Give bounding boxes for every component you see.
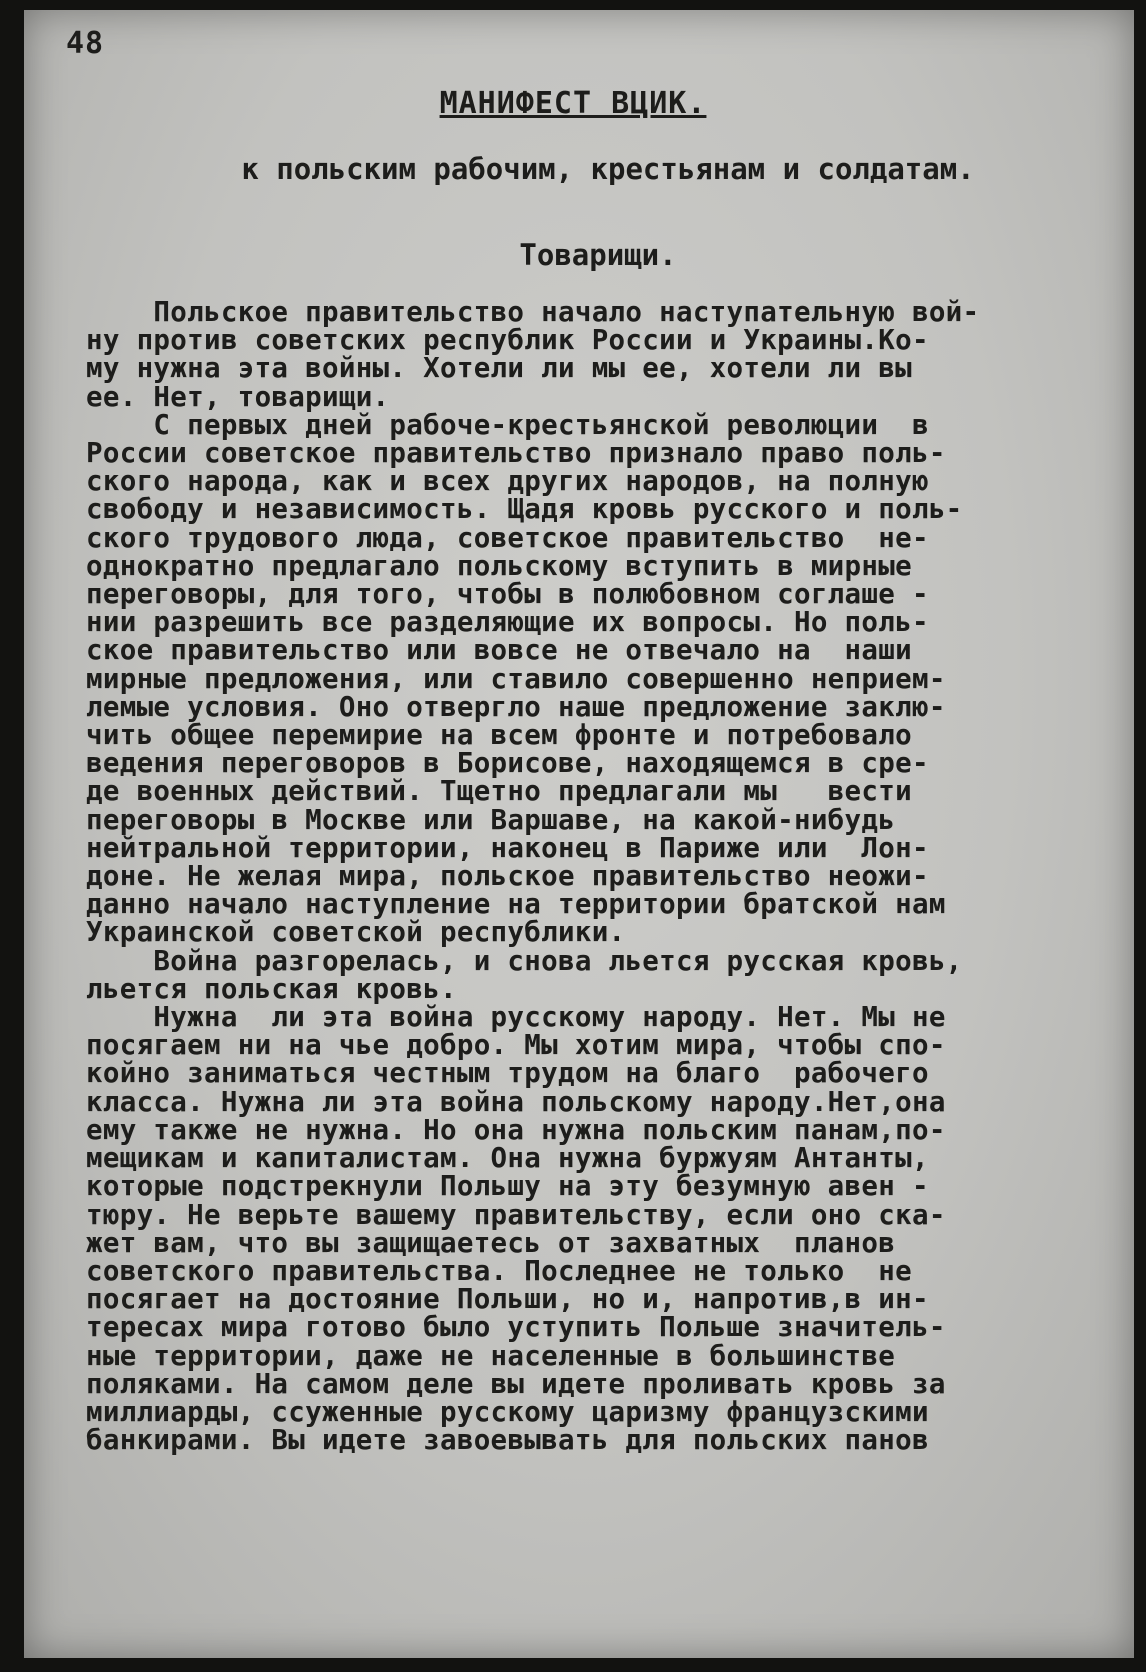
manifesto-body — [86, 296, 1096, 1457]
body-line: ему также не нужна. Но она нужна польским панам,по- — [86, 1113, 946, 1146]
body-line: му нужна эта войны. Хотели ли мы ее, хотели ли вы — [86, 352, 912, 385]
body-line: мещикам и капиталистам. Она нужна буржуям Антанты, — [86, 1142, 929, 1175]
body-line: переговоры, для того, чтобы в полюбовном соглаше - — [86, 578, 929, 611]
body-line: советского правительства. Последнее не только не — [86, 1254, 912, 1287]
body-line: посягает на достояние Польши, но и, напротив,в ин- — [86, 1283, 929, 1316]
reverse-side-bleed-through — [144, 96, 1074, 306]
body-line: банкирами. Вы идете завоевывать для польских панов — [86, 1424, 929, 1457]
body-line: которые подстрекнули Польшу на эту безумную авен - — [86, 1170, 929, 1203]
body-line: койно заниматься честным трудом на благо рабочего — [86, 1057, 929, 1090]
document-title: МАНИФЕСТ ВЦИК. — [439, 86, 707, 121]
body-line: нии разрешить все разделяющие их вопросы. Но поль- — [86, 606, 929, 639]
body-line: льется польская кровь. — [86, 972, 457, 1005]
body-line: чить общее перемирие на всем фронте и потребовало — [86, 719, 912, 752]
body-line: однократно предлагало польскому вступить в мирные — [86, 549, 912, 582]
body-line: Война разгорелась, и снова льется русская кровь, — [86, 944, 963, 977]
body-line: России советское правительство признало право поль- — [86, 437, 946, 470]
body-line: миллиарды, ссуженные русскому царизму французскими — [86, 1395, 929, 1428]
body-line: тюру. Не верьте вашему правительству, если оно ска- — [86, 1198, 946, 1231]
body-line: данно начало наступление на территории братской нам — [86, 888, 946, 921]
body-line: доне. Не желая мира, польское правительство неожи- — [86, 860, 929, 893]
document-subtitle: к польским рабочим, крестьянам и солдатам. — [241, 152, 975, 186]
body-line: ные территории, даже не населенные в большинстве — [86, 1339, 896, 1372]
body-line: Польское правительство начало наступательную вой- — [86, 296, 980, 328]
body-line: С первых дней рабоче-крестьянской революции в — [86, 408, 929, 441]
body-line: ское правительство или вовсе не отвечало на наши — [86, 634, 912, 667]
body-line: ского трудового люда, советское правительство не- — [86, 521, 929, 554]
body-line: класса. Нужна ли эта война польскому народу.Нет,она — [86, 1085, 946, 1118]
body-line: свободу и независимость. Щадя кровь русского и поль- — [86, 493, 963, 526]
body-line: тересах мира готово было уступить Польше значитель- — [86, 1311, 946, 1344]
body-line: ну против советских республик России и Украины.Ко- — [86, 324, 929, 357]
body-line: переговоры в Москве или Варшаве, на какой-нибудь — [86, 803, 896, 836]
body-line: Украинской советской республики. — [86, 916, 626, 949]
body-line: нейтральной территории, наконец в Париже или Лон- — [86, 831, 929, 864]
body-line: ведения переговоров в Борисове, находящемся в сре- — [86, 747, 929, 780]
body-line: ее. Нет, товарищи. — [86, 380, 390, 413]
body-line: поляками. На самом деле вы идете проливать кровь за — [86, 1367, 946, 1400]
page-number: 48 — [66, 26, 105, 61]
salutation: Товарищи. — [519, 238, 677, 272]
body-line: де военных действий. Тщетно предлагали мы вести — [86, 775, 912, 808]
body-line: ского народа, как и всех других народов, на полную — [86, 465, 929, 498]
body-line: посягаем ни на чье добро. Мы хотим мира, чтобы спо- — [86, 1029, 946, 1062]
body-line: Нужна ли эта война русскому народу. Нет. Мы не — [86, 1001, 946, 1034]
body-line: жет вам, что вы защищаетесь от захватных планов — [86, 1226, 896, 1259]
body-line: мирные предложения, или ставило совершенно неприем- — [86, 662, 946, 695]
body-line: лемые условия. Оно отвергло наше предложение заклю- — [86, 690, 946, 723]
